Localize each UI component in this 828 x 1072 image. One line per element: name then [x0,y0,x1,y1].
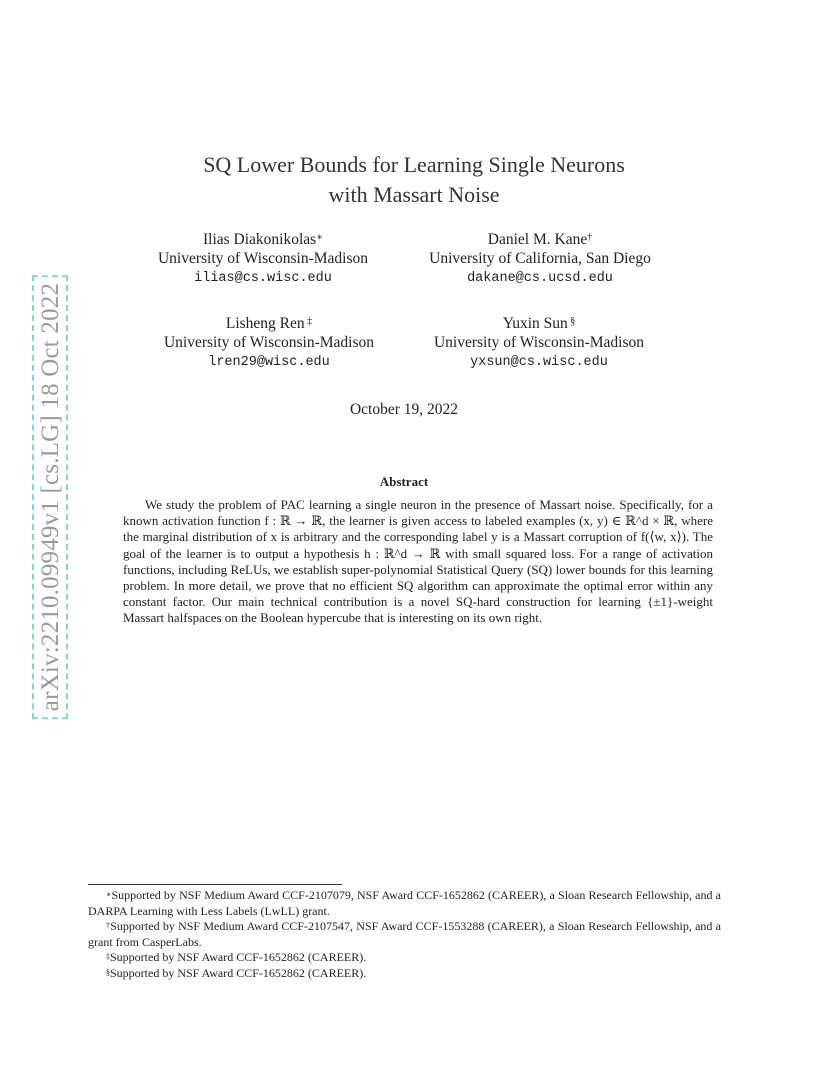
author-affiliation: University of California, San Diego [429,250,651,267]
footnote-4 [88,966,721,982]
author-footnote-mark: § [567,316,576,327]
arxiv-identifier-stamp: arXiv:2210.09949v1 [cs.LG] 18 Oct 2022 [32,275,68,719]
author-block-2 [410,230,670,288]
footnotes [88,888,721,981]
author-email[interactable]: lren29@wisc.edu [208,355,330,370]
author-block-3 [138,314,400,372]
footnote-3 [88,950,721,966]
author-name: Daniel M. Kane [487,231,588,248]
author-footnote-mark: † [587,232,593,243]
footnote-2 [88,919,721,950]
author-email[interactable]: dakane@cs.ucsd.edu [467,271,613,286]
author-footnote-mark: ∗ [316,232,323,243]
footnote-text: Supported by NSF Award CCF-1652862 (CAREER). [110,950,367,964]
abstract-heading: Abstract [379,474,429,489]
author-email[interactable]: yxsun@cs.wisc.edu [470,355,608,370]
author-name-line [410,230,670,249]
footnote-divider [88,884,342,885]
author-footnote-mark: ‡ [304,316,313,327]
author-name: Lisheng Ren [225,315,305,332]
author-affiliation: University of Wisconsin-Madison [157,250,369,267]
author-email[interactable]: ilias@cs.wisc.edu [194,271,332,286]
author-name: Ilias Diakonikolas [202,231,317,248]
footnote-text: Supported by NSF Award CCF-1652862 (CAREER). [110,965,367,980]
author-name-line [138,314,400,333]
footnote-mark: § [106,967,110,977]
abstract-text: We study the problem of PAC learning a single neuron in the presence of Massart noise. Specifically, for a known activation function f : ℝ → ℝ, the learner is given access to labeled examples (x, y) ∈ ℝ^d × ℝ, where the marginal distribution of x is arbitrary and the corresponding label y is a Massart corruption of f(⟨w, x⟩). The goal of the learner is to output a hypothesis h : ℝ^d → ℝ with small squared loss. For a range of activation functions, including ReLUs, we establish super-polynomial Statistical Query (SQ) lower bounds for this learning problem. In more detail, we prove that no efficient SQ algorithm can approximate the optimal error within any constant factor. Our main technical contribution is a novel SQ-hard construction for learning {±1}-weight Massart halfspaces on the Boolean hypercube that is interesting on its own right. [123,497,713,626]
footnote-text: Supported by NSF Medium Award CCF-2107079, NSF Award CCF-1652862 (CAREER), a Sloan Research Fellowship, and a DARPA Learning with Less Labels (LwLL) grant. [88,888,721,918]
paper-title [0,150,828,210]
footnote-text: Supported by NSF Medium Award CCF-2107547, NSF Award CCF-1553288 (CAREER), a Sloan Research Fellowship, and a grant from CasperLabs. [88,919,721,949]
publication-date: October 19, 2022 [349,401,459,418]
author-block-4 [410,314,668,372]
footnote-mark: † [106,921,111,930]
author-block-1 [138,230,388,288]
author-name-line [410,314,668,333]
footnote-mark: ‡ [106,952,110,961]
author-name-line [138,230,388,249]
paper-title-line-1: SQ Lower Bounds for Learning Single Neurons [203,152,625,177]
author-name: Yuxin Sun [502,315,568,332]
author-affiliation: University of Wisconsin-Madison [163,334,375,351]
footnote-mark: ∗ [106,890,112,899]
author-affiliation: University of Wisconsin-Madison [433,334,645,351]
paper-title-line-2: with Massart Noise [328,182,500,207]
footnote-1 [88,888,721,919]
